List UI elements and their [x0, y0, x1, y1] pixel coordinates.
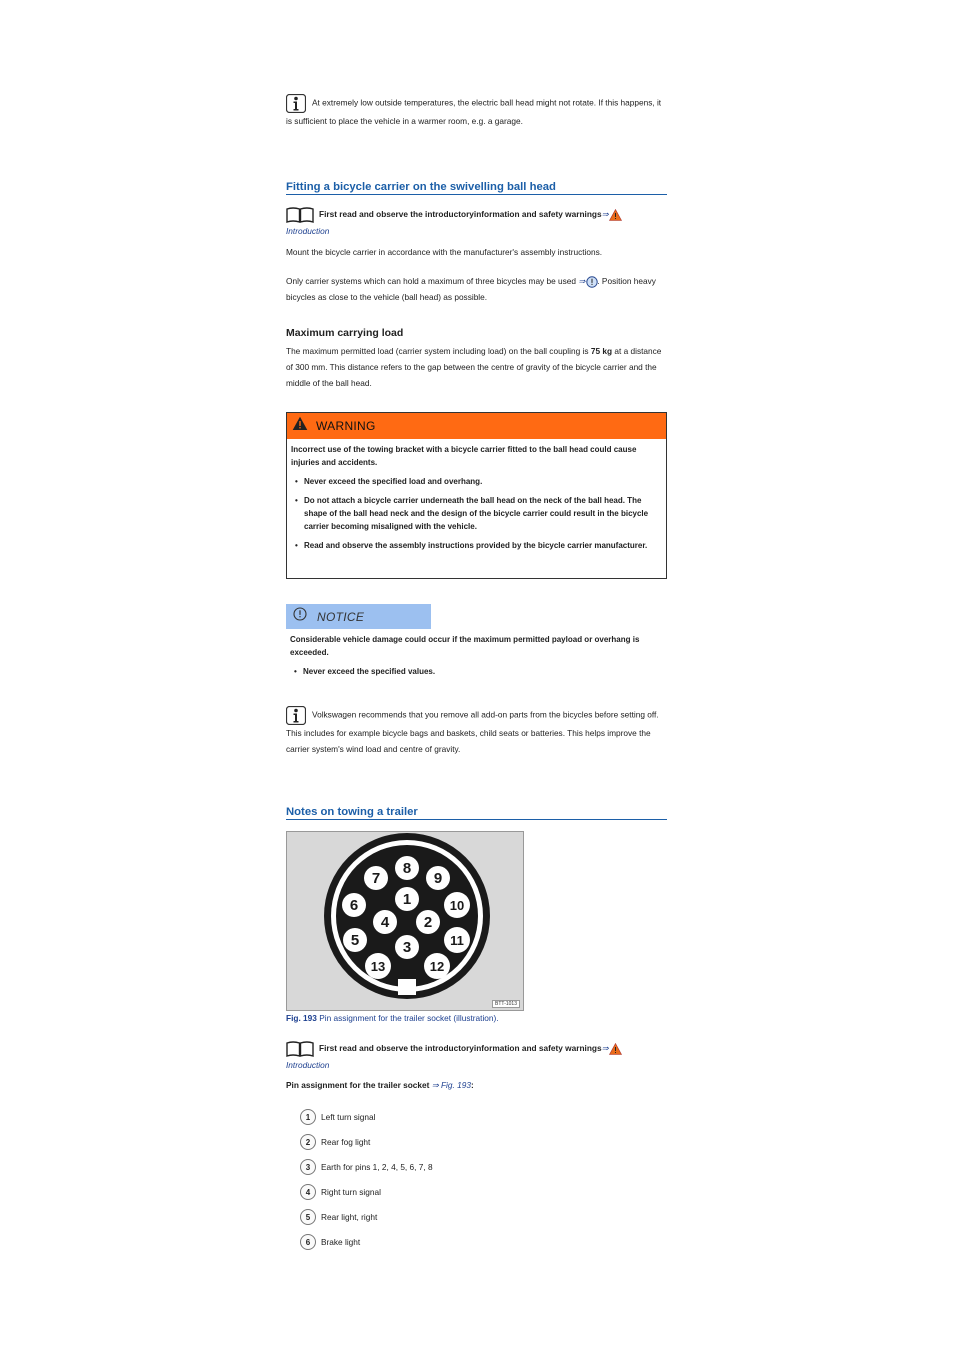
pin-assignment-heading: Pin assignment for the trailer socket ⇒ Fig. 193:	[286, 1080, 474, 1090]
figure-reference-code: BTT-1013	[492, 1000, 520, 1008]
notice-circle-icon	[293, 607, 307, 626]
warning-triangle-icon	[292, 416, 308, 436]
pin-label: Earth for pins 1, 2, 4, 5, 6, 7, 8	[321, 1162, 433, 1172]
pin-label: Left turn signal	[321, 1112, 376, 1122]
socket-pin-label: 10	[449, 898, 465, 913]
warning-box	[286, 412, 667, 579]
pin-label: Right turn signal	[321, 1187, 381, 1197]
para-mount: Mount the bicycle carrier in accordance with the manufacturer's assembly instructions.	[286, 247, 603, 257]
warning-label: WARNING	[316, 419, 376, 433]
pin-number-badge: 1	[300, 1109, 316, 1125]
intro-notice-2	[286, 1040, 667, 1073]
figure-caption-label: Fig. 193	[286, 1013, 317, 1023]
info-note-cold	[286, 94, 667, 129]
notice-header	[286, 604, 431, 629]
socket-pin-label: 8	[402, 860, 412, 877]
socket-pin-label: 13	[370, 959, 386, 974]
intro-text: First read and observe the introductoryinformation and safety warnings	[319, 209, 602, 219]
socket-pin-label: 7	[371, 870, 381, 887]
info-note-text: At extremely low outside temperatures, the electric ball head might not rotate. If this happens, it is sufficient to place the vehicle in a warmer room, e.g. a garage.	[286, 97, 662, 126]
warning-header	[287, 413, 666, 439]
notice-label: NOTICE	[317, 609, 365, 624]
notice-circle-icon[interactable]	[585, 276, 597, 288]
warning-triangle-icon[interactable]	[609, 209, 622, 221]
pin-number-badge: 5	[300, 1209, 316, 1225]
figure-caption	[286, 1010, 667, 1026]
sub-heading-max-load: Maximum carrying load	[286, 327, 404, 339]
socket-pin-label: 3	[402, 939, 412, 956]
pin-item	[300, 1158, 433, 1176]
figure-caption-text: Pin assignment for the trailer socket (illustration).	[319, 1013, 499, 1023]
figure-link[interactable]: ⇒ Fig. 193	[431, 1080, 471, 1090]
para-carrier-systems: Only carrier systems which can hold a maximum of three bicycles may be used ⇒ . Position heavy bicycles as close to the vehicle (ball head) as possible.	[286, 276, 656, 302]
intro-arrow[interactable]: ⇒	[601, 1043, 609, 1053]
pin-number-badge: 3	[300, 1159, 316, 1175]
pin-number-badge: 2	[300, 1134, 316, 1150]
socket-pin-label: 2	[423, 914, 433, 931]
intro-link[interactable]: Introduction	[286, 225, 330, 236]
socket-pin-label: 9	[433, 870, 443, 887]
notice-body	[290, 633, 667, 678]
load-value: 75 kg	[590, 346, 613, 356]
intro-text: First read and observe the introductoryinformation and safety warnings	[319, 1043, 602, 1053]
pin-number-badge: 6	[300, 1234, 316, 1250]
socket-pin-label: 4	[380, 914, 390, 931]
book-icon	[286, 1041, 314, 1057]
pin-label: Brake light	[321, 1237, 361, 1247]
warning-triangle-icon[interactable]	[609, 1043, 622, 1055]
socket-pin-label: 11	[450, 933, 464, 948]
intro-notice-1	[286, 206, 667, 239]
pin-item	[300, 1133, 370, 1151]
notice-bullet: • Never exceed the specified values.	[290, 665, 667, 678]
intro-arrow[interactable]: ⇒	[601, 209, 609, 219]
intro-link[interactable]: Introduction	[286, 1059, 330, 1070]
pin-item	[300, 1233, 360, 1251]
socket-pin-label: 5	[350, 932, 360, 949]
info-icon	[286, 94, 306, 113]
para-max-load: The maximum permitted load (carrier system including load) on the ball coupling is 75 kg at a distance of 300 mm. This distance refers to the gap between the centre of gravity of the bicycle carrier and the middle of the ball head.	[286, 346, 662, 388]
pin-item	[300, 1183, 381, 1201]
socket-pin-label: 1	[402, 891, 412, 908]
info-icon	[286, 706, 306, 725]
notice-intro: Considerable vehicle damage could occur if the maximum permitted payload or overhang is exceeded.	[290, 635, 640, 657]
pin-item	[300, 1108, 375, 1126]
warning-bullet: • Do not attach a bicycle carrier underneath the ball head on the neck of the ball head. The shape of the ball head neck and the design of the bicycle carrier could result in the bicycle carrier becoming misaligned with the vehicle.	[291, 494, 661, 533]
section-heading-towing-trailer: Notes on towing a trailer	[286, 806, 667, 820]
para-arrow[interactable]: ⇒	[578, 276, 586, 286]
info-note-text: Volkswagen recommends that you remove all add-on parts from the bicycles before setting off. This includes for example bicycle bags and baskets, child seats or batteries. This helps improve the carrier system's wind load and centre of gravity.	[286, 709, 659, 754]
trailer-socket-figure	[286, 831, 524, 1011]
pin-label: Rear fog light	[321, 1137, 371, 1147]
section-heading-bicycle-carrier: Fitting a bicycle carrier on the swivelling ball head	[286, 181, 667, 195]
info-note-remove-parts	[286, 706, 667, 757]
book-icon	[286, 207, 314, 223]
socket-pin-label: 12	[429, 959, 445, 974]
trailer-socket-illustration	[287, 832, 523, 1010]
pin-item	[300, 1208, 377, 1226]
warning-bullet: • Never exceed the specified load and overhang.	[291, 475, 661, 488]
socket-pin-label: 6	[349, 897, 359, 914]
pin-label: Rear light, right	[321, 1212, 378, 1222]
warning-intro: Incorrect use of the towing bracket with a bicycle carrier fitted to the ball head could cause injuries and accidents.	[291, 445, 637, 467]
pin-number-badge: 4	[300, 1184, 316, 1200]
warning-bullet: • Read and observe the assembly instructions provided by the bicycle carrier manufacturer.	[291, 539, 661, 552]
